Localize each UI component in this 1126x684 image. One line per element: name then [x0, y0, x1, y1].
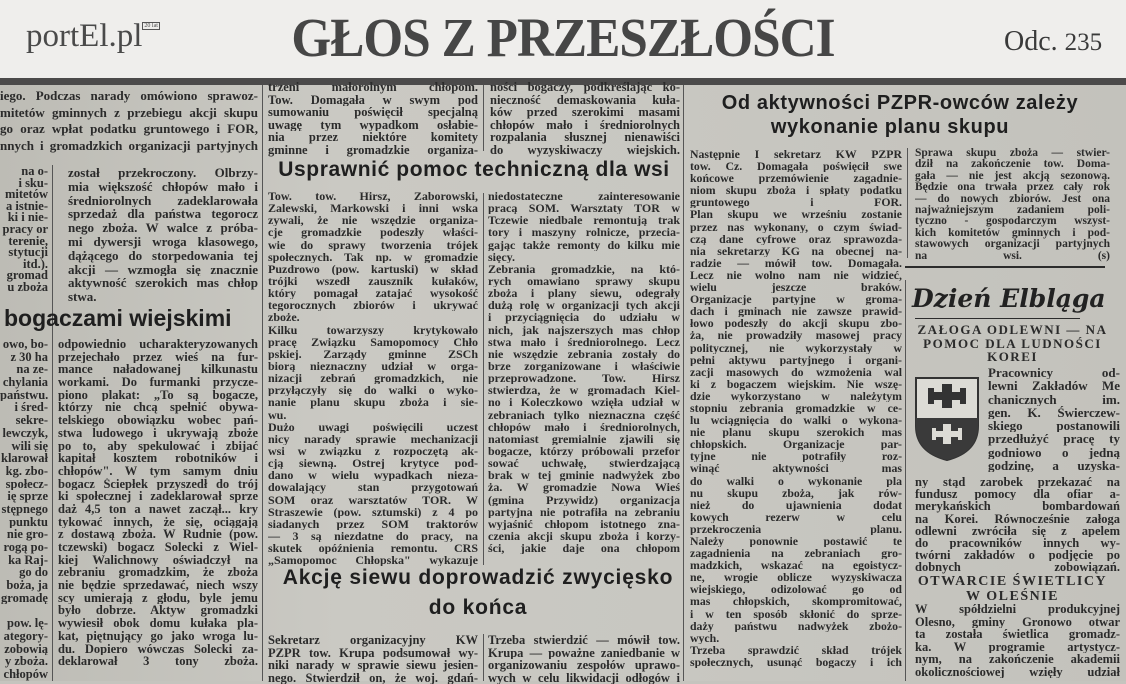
- text-line: workami. Do furmanki przycze-: [58, 376, 258, 389]
- text-line: na Korei. Równocześnie załoga: [915, 512, 1120, 525]
- text-line: społecznych, usunąć bogaczy i ich: [690, 655, 902, 669]
- subhead-line: OTWARCIE ŚWIETLICY: [917, 574, 1108, 589]
- headline-pzpr-line2: wykonanie planu skupu: [770, 116, 1010, 138]
- text-line: wych w celu likwidacji odłogów i: [488, 671, 680, 684]
- subhead-line: ZAŁOGA ODLEWNI — NA: [917, 322, 1108, 337]
- text-line: u zboża: [7, 281, 48, 294]
- text-line: go oraz wpłat podatku gruntowego i FOR,: [0, 121, 258, 136]
- text-line: cją siewną. Ostrej krytyce pod-: [268, 457, 478, 470]
- text-line: gając także remonty do kilku mie: [488, 238, 680, 251]
- text-line: wiejskiego, odizolować go od: [690, 583, 902, 596]
- text-line: łowo podeszły do akcji skupu zbo-: [690, 317, 902, 330]
- text-line: sować uchwałę, stwierdzającą: [488, 457, 680, 470]
- text-line: skutek opóźnienia remontu. CRS: [268, 542, 478, 555]
- text-line: tow. Cz. Domagała poświęcił swe: [690, 160, 902, 173]
- text-line: Należy ponownie postawić te: [690, 535, 902, 548]
- column-rule: [483, 193, 484, 565]
- text-line: sięcy.: [488, 250, 515, 263]
- text-line: du. Dopiero wówczas Solecki za-: [58, 642, 258, 656]
- text-column-top-left: [0, 88, 258, 154]
- text-column-col6-bottom: [915, 603, 1120, 678]
- text-line: nizacji zebrań gromadzkich, nie: [268, 372, 478, 385]
- text-line: pracę Związku Samopomocy Chło: [268, 335, 478, 348]
- text-line: Plan skupu we wrześniu zostanie: [690, 208, 902, 221]
- text-line: sumowaniu poświęcił specjalną: [268, 106, 478, 119]
- headline-akcje-line2: do końca: [428, 596, 528, 619]
- text-line: daży państwu nadwyżek zbożo-: [690, 619, 902, 632]
- text-line: państwu.: [0, 388, 48, 402]
- text-line: Organizacje partyjne w groma-: [690, 293, 902, 306]
- text-line: cje gromadzkie podeszły właści-: [268, 226, 478, 239]
- text-line: dużą rolę w organizacji tych akcji: [488, 299, 680, 312]
- text-line: zagadnienia na zebraniach gro-: [690, 547, 902, 560]
- text-column-col6-emblem: [988, 366, 1120, 472]
- text-line: Dużo uwagi poświęcili uczest: [268, 420, 478, 433]
- text-line: Zalewski, Markowski i inni wska: [268, 202, 478, 215]
- text-line: który pomagał zatajać wysokość: [268, 287, 478, 300]
- text-line: (gmina Przywidz) organizacja: [488, 493, 680, 506]
- text-line: Tow. Domagała w swym pod: [268, 93, 478, 107]
- text-line: nie gro-: [6, 528, 48, 541]
- text-line: wsi w związku z rozpoczętą ak-: [268, 444, 478, 458]
- text-line: chłopów". W tym samym dniu: [58, 464, 258, 478]
- text-line: pracy or: [2, 223, 48, 236]
- text-line: a istnie-: [5, 200, 48, 213]
- text-line: radzie — mówił tow. Domagała.: [690, 256, 902, 269]
- text-line: tyczno - gospodarczym wszyst-: [915, 216, 1110, 228]
- text-line: zboża i plany siewu, odegrały: [488, 287, 680, 300]
- text-line: nia sekretarzy KG na obecnej na-: [690, 244, 902, 257]
- text-line: mance naładowanej kilkunastu: [58, 363, 258, 377]
- text-line: sekre-: [15, 414, 48, 427]
- text-line: nym, na zakończenie akademii: [915, 653, 1120, 666]
- text-line: i sku-: [18, 177, 48, 190]
- text-line: mas chłopskich, skompromitować,: [690, 595, 902, 608]
- text-line: przedłużyć pracę ty: [988, 432, 1120, 446]
- logo-text: portEl.pl: [26, 18, 143, 54]
- text-line: ta została świetlica gromadz-: [915, 628, 1120, 641]
- text-column-col4-top: [490, 81, 680, 157]
- text-line: — do nowych zbiorów. Jest ona: [915, 193, 1110, 205]
- text-line: iego. Podczas narady omówiono sprawoz-: [0, 88, 258, 103]
- text-line: społecznych. Tak np. w gromadzie: [268, 250, 478, 263]
- text-line: czenia akcji skupu zboża i korzy-: [488, 529, 680, 543]
- text-line: chłopów: [3, 667, 48, 681]
- text-line: czą dane cyfrowe oraz sprawozda-: [690, 232, 902, 245]
- text-line: W spółdzielni produkcyjnej: [915, 603, 1120, 616]
- subhead-line: POMOC DLA LUDNOŚCI: [923, 335, 1102, 351]
- text-line: końcowe przemówienie zagadnie-: [690, 172, 902, 185]
- text-line: fundusz pomocy dla ofiar a-: [915, 488, 1120, 501]
- text-line: stytucji: [8, 247, 48, 259]
- text-line: ków przed szerokimi masami: [490, 106, 680, 119]
- text-line: wyjaśnić chłopom istotnego zna-: [488, 517, 680, 530]
- text-column-col2b: [58, 338, 258, 668]
- text-line: klarował: [1, 452, 48, 465]
- text-column-col6-mid: [915, 476, 1120, 574]
- text-line: Zebrania gromadzkie, na któ-: [488, 262, 680, 275]
- text-line: trójki wszedł zausznik kułaków,: [268, 274, 478, 288]
- text-line: y zboża.: [4, 655, 48, 668]
- text-line: wu.: [268, 408, 287, 421]
- text-line: zacji masowych do wzmożenia wal: [690, 365, 902, 378]
- text-column-col5: [690, 148, 902, 668]
- text-line: winąć aktywności mas: [690, 462, 902, 475]
- text-line: Tow. tow. Hirsz, Zaborowski,: [268, 190, 478, 203]
- text-line: wywiesił obok domu kułaka pla-: [58, 617, 258, 630]
- text-line: twórni zakładów o podjęcie po: [915, 549, 1120, 562]
- text-line: godzinę, a uzyska-: [988, 459, 1120, 473]
- text-line: kich komitetów gminnych i pod-: [915, 227, 1110, 239]
- text-line: nich, jak najszerszych mas chłop: [488, 323, 680, 336]
- text-line: Krupa — poważne zaniedbanie w: [488, 646, 680, 660]
- text-line: nie będzie sprzedawać, niech wszy: [58, 579, 258, 592]
- text-line: niom skupu zboża i spłaty podatku: [690, 184, 902, 197]
- text-line: zywali, że nie wszędzie organiza-: [268, 214, 478, 227]
- text-line: niki narady w sprawie siewu jesien-: [268, 659, 478, 672]
- text-line: dach i gminach nie zawsze prawid-: [690, 305, 902, 318]
- text-line: piono plakat: „To są bogacze,: [58, 388, 258, 402]
- text-line: Straszewie (pow. sztumski) z 4 po: [268, 505, 478, 518]
- text-line: dobnych zobowiązań.: [915, 561, 1120, 574]
- text-line: PZPR tow. Krupa podsumował wy-: [268, 646, 478, 660]
- text-line: organizowaniu zespołów uprawo-: [488, 659, 680, 672]
- text-line: Trzeba stwierdzić — mówił tow.: [488, 634, 680, 647]
- text-line: kiej Walichnowy oświadczył na: [58, 553, 258, 567]
- text-line: stawowych organizacji partyjnych: [915, 239, 1110, 251]
- text-line: wielu jeszcze braków.: [690, 281, 902, 294]
- text-line: i śred-: [14, 401, 48, 415]
- text-line: na ze-: [16, 363, 48, 377]
- text-column-col3: [268, 190, 478, 566]
- page-title: GŁOS Z PRZESZŁOŚCI: [291, 7, 835, 68]
- text-line: Sekretarz organizacyjny KW: [268, 634, 478, 647]
- text-line: nnych i gromadzkich organizacji partyjnych: [0, 137, 258, 153]
- text-line: stopniu zebrania gromadzkie w ce-: [690, 401, 902, 415]
- text-line: zobowią: [4, 642, 48, 656]
- text-line: najważniejszym zadaniem poli-: [915, 204, 1110, 216]
- text-line: wili się: [11, 439, 48, 453]
- text-line: ności bogaczy, podkreślając ko-: [490, 81, 680, 94]
- text-line: dowalający stan przygotowań: [268, 481, 478, 494]
- text-line: trzeni małorolnym chłopom.: [268, 81, 478, 94]
- text-column-col3-top: [268, 81, 478, 157]
- text-line: mitetów gminnych z przebiegu akcji skupu: [0, 104, 258, 120]
- header-banner: [0, 0, 1126, 78]
- text-line: nie planu skupu szerokich mas: [690, 426, 902, 439]
- text-line: pracą SOM. Warsztaty TOR w: [488, 202, 680, 215]
- text-line: odpowiednio ucharakteryzowanych: [58, 338, 258, 351]
- text-line: nież do ujawnienia dodat: [690, 498, 902, 511]
- text-line: przejechało przez wieś na fur-: [58, 350, 258, 364]
- text-line: gromad: [6, 270, 48, 282]
- text-line: lu wciągnięcia do walki o wykona-: [690, 414, 902, 427]
- text-line: telskiego obowiązku wobec pań-: [58, 414, 258, 427]
- text-line: kg. zbo-: [5, 464, 48, 478]
- text-column-frag2: [0, 338, 48, 681]
- text-line: ki i nie-: [7, 212, 48, 224]
- text-line: chylania: [2, 376, 48, 389]
- text-line: do walki o wykonanie pla: [690, 474, 902, 487]
- text-line: punktu: [9, 515, 48, 529]
- text-line: z 30 ha: [10, 350, 48, 364]
- column-rule: [483, 85, 484, 151]
- text-line: dzie wykorzystano w należytym: [690, 389, 902, 402]
- text-line: skiego postanowili: [988, 419, 1120, 433]
- subhead-zaloga: [905, 323, 1120, 364]
- text-line: ża, nie prowadziły masowej pracy: [690, 329, 902, 342]
- text-line: stwa mało i średniorolnego. Lecz: [488, 335, 680, 348]
- text-line: gała — nie jest akcją sezonową.: [915, 170, 1110, 182]
- text-line: ki z bogaczem wiejskim. Nie wszę-: [690, 377, 902, 390]
- text-column-frag1: [0, 166, 48, 294]
- subhead-line: KOREI: [987, 349, 1038, 364]
- text-line: tory i maszyny rolnicze, przecia-: [488, 226, 680, 239]
- text-line: lewczyk,: [2, 426, 48, 440]
- text-line: uwagę tym wypadkom osłabie-: [268, 118, 478, 132]
- text-line: politycznej, nie wykorzystały w: [690, 341, 902, 354]
- text-line: pow. lę-: [7, 617, 48, 630]
- text-line: z dostawą zboża. W Rudnie (pow.: [58, 528, 258, 541]
- text-line: którzy nie chcą spełnić obywa-: [58, 401, 258, 415]
- text-line: do wyzyskiwaczy wiejskich.: [490, 143, 680, 157]
- text-line: stwa ludowego i ukrywają zboże: [58, 426, 258, 440]
- text-line: — 3 są niezdatne do pracy, na: [268, 529, 478, 543]
- text-line: tyjne nie potrafiły roz-: [690, 450, 902, 463]
- subhead-swietlica: [905, 574, 1120, 604]
- text-line: nu skupu zboża, jak rów-: [690, 486, 902, 499]
- text-line: ategory-: [3, 629, 48, 643]
- text-line: do pracowników innych wy-: [915, 536, 1120, 550]
- text-line: dził na zakończenie tow. Doma-: [915, 159, 1110, 171]
- text-line: SOM oraz warsztatów TOR. W: [268, 493, 478, 506]
- text-line: chłopskich. Organizacje par-: [690, 438, 902, 451]
- text-line: ża. W gromadzie Nowa Wieś: [488, 481, 680, 494]
- text-line: pskiej. Zarządy gminne ZSCh: [268, 347, 478, 360]
- text-line: Pracownicy od-: [988, 366, 1120, 380]
- elblag-coat-of-arms-icon: [914, 376, 980, 462]
- text-line: nego zboża. W walce z próba-: [68, 221, 258, 235]
- text-line: akcji — wzmogła się znacznie: [68, 262, 258, 277]
- text-line: zebraniu gromadzkim, że zboża: [58, 566, 258, 580]
- text-line: owo, bo-: [2, 338, 48, 351]
- text-line: nia przez niektóre komitety: [268, 131, 478, 144]
- text-line: go do: [19, 566, 48, 580]
- text-line: rogą po-: [3, 541, 48, 554]
- text-line: ka Raj-: [8, 553, 48, 567]
- text-line: ny stąd zarobek przekazać na: [915, 476, 1120, 489]
- text-line: boża, ja: [6, 579, 48, 592]
- text-line: nicy narady sprawie mechanizacji: [268, 432, 478, 445]
- text-line: bogacz Ściepłek przyszedł do trój: [58, 477, 258, 491]
- text-line: Lecz nie wolno nam nie widzieć,: [690, 268, 902, 282]
- headline-bogaczami: bogaczami wiejskimi: [4, 305, 232, 331]
- text-line: nanie planu skupu zboża i sie-: [268, 396, 478, 409]
- text-line: wie do sprawy tworzenia trójek: [268, 238, 478, 251]
- text-line: siadanych przez SOM traktorów: [268, 517, 478, 530]
- text-line: po to, aby spekulować i zbijać: [58, 439, 258, 453]
- column-rule: [683, 85, 684, 681]
- text-line: dano w wielu wypadkach nieza-: [268, 469, 478, 482]
- text-line: chanicznych im.: [988, 392, 1120, 406]
- text-line: pełni aktywu partyjnego i organi-: [690, 353, 902, 366]
- text-line: na wsi. (s): [915, 250, 1110, 262]
- text-line: itd.).: [23, 258, 48, 271]
- text-line: wych.: [690, 631, 720, 644]
- article-divider: [905, 266, 1105, 268]
- text-column-col4-bottom: [488, 634, 680, 684]
- text-line: godniowo o jedną: [988, 445, 1120, 460]
- text-line: no i Koleczkowo wzięła udział w: [488, 396, 680, 409]
- text-line: ne, wrogie oblicze wyzyskiwacza: [690, 571, 902, 584]
- text-line: gromadę: [1, 591, 48, 605]
- text-line: brak w tej gminie nadwyżek zbo: [488, 469, 680, 482]
- section-title-dzien-elblaga: Dzień Elbląga: [912, 284, 1106, 313]
- text-line: daż 4,5 ton a nawet zaczął... kry: [58, 502, 258, 516]
- text-line: było dobrze. Aktyw gromadzki: [58, 604, 258, 618]
- text-line: aktywność szerokich mas chłop: [68, 276, 258, 291]
- text-line: biorą nieznaczny udział w orga-: [268, 359, 478, 373]
- text-line: chłopów mało i średniorolnych,: [488, 420, 680, 433]
- text-line: Puzdrowo (pow. kartuski) w skład: [268, 262, 478, 275]
- text-line: mitetów: [4, 189, 48, 201]
- text-line: ści, jakie daje ona chłopom: [488, 542, 680, 555]
- text-line: gminne i gromadzkie organiza-: [268, 143, 478, 157]
- text-line: mia większość chłopów mało i: [68, 179, 258, 194]
- text-line: na o-: [21, 166, 48, 178]
- text-line: rych omawiano sprawy skupu: [488, 274, 680, 288]
- text-line: stępnego: [1, 502, 48, 516]
- text-line: ki społecznej i zadeklarował sprze: [58, 490, 258, 503]
- text-line: terenie,: [8, 235, 48, 248]
- text-line: ka. W programie artystycz-: [915, 640, 1120, 653]
- text-line: partyjna nie potrafiła na zebraniu: [488, 505, 680, 518]
- column-rule: [907, 148, 908, 258]
- column-rule: [483, 634, 484, 681]
- logo-badge: 20 lat: [144, 23, 158, 29]
- column-rule: [52, 165, 53, 681]
- text-line: przeprowadzone. Tow. Hirsz: [488, 372, 680, 385]
- text-line: nieczność demaskowania kuła-: [490, 93, 680, 107]
- text-line: stwierdza, że w gromadach Kiel-: [488, 384, 680, 397]
- headline-usprawnic: Usprawnić pomoc techniczną dla wsi: [278, 158, 670, 181]
- text-line: i przyciągnięcia do udziału w: [488, 311, 680, 324]
- text-line: stwa.: [68, 290, 97, 304]
- text-line: ię sprze: [7, 490, 48, 503]
- text-column-col2a: [68, 166, 258, 304]
- text-line: przyłączyły się do walki o wyko-: [268, 384, 478, 397]
- episode-prefix: Odc.: [1004, 26, 1058, 57]
- text-line: tykować innych, że się, ociągają: [58, 515, 258, 529]
- section-divider: [915, 318, 1080, 319]
- text-line: brze zorganizowane i właściwie: [488, 359, 680, 373]
- text-line: dążącego do storpedowania tej: [68, 248, 258, 263]
- subhead-line: W OLEŚNIE: [966, 589, 1059, 604]
- episode-number: 235: [1064, 29, 1103, 56]
- text-line: Kilku towarzyszy krytykowało: [268, 323, 478, 336]
- text-line: mi dywersji wroga klasowego,: [68, 234, 258, 249]
- text-line: gruntowego i FOR.: [690, 196, 902, 209]
- text-line: Sprawa skupu zboża — stwier-: [915, 148, 1110, 159]
- text-line: [0, 604, 48, 617]
- text-line: „Samopomoc Chłopska" wykazuje: [268, 554, 478, 567]
- text-line: natomiast gremialnie zjawili się: [488, 432, 680, 445]
- text-line: lewni Zakładów Me: [988, 379, 1120, 393]
- text-line: społecz-: [5, 477, 48, 491]
- text-line: tczewski) bogacz Solecki z Wiel-: [58, 541, 258, 554]
- text-line: nego. Stwierdził on, że woj. gdań-: [268, 671, 478, 684]
- text-column-col6-top: [915, 148, 1110, 262]
- text-line: nie wszędzie zebrania zostały do: [488, 347, 680, 360]
- text-line: gen. K. Świerczew-: [988, 405, 1120, 420]
- text-line: tegorocznych zbiorów i ukrywać: [268, 299, 478, 312]
- text-line: deklarował 3 tony zboża.: [58, 655, 258, 668]
- text-line: i w ten sposób skłonić do sprze-: [690, 607, 902, 620]
- text-line: odlewni zwróciła się z apelem: [915, 524, 1120, 537]
- text-line: bogacze, którzy próbowali przefor: [488, 444, 680, 458]
- headline-pzpr-line1: Od aktywności PZPR-owców zależy: [721, 92, 1079, 114]
- text-line: chłopów mało i średniorolnych: [490, 118, 680, 132]
- text-line: przekroczenia planu.: [690, 522, 902, 535]
- text-line: Będzie ona trwała przez cały rok: [915, 182, 1110, 194]
- text-line: merykańskich bombardowań: [915, 500, 1120, 513]
- text-line: scy umierają z głodu, byle jemu: [58, 591, 258, 605]
- headline-akcje-line1: Akcję siewu doprowadzić zwycięsko: [282, 566, 674, 589]
- text-column-col3-bottom: [268, 634, 478, 684]
- text-line: średniorolnych zadeklarowała: [68, 193, 258, 208]
- episode-label: [1004, 26, 1102, 58]
- text-line: został przekroczony. Olbrzy-: [68, 166, 258, 180]
- text-line: okolicznościowej wzięły udział: [915, 665, 1120, 678]
- text-line: kat, piętnujący go jako wroga lu-: [58, 629, 258, 643]
- text-line: Następnie I sekretarz KW PZPR: [690, 148, 902, 161]
- text-line: madzkich, wskazać na egoistycz-: [690, 559, 902, 572]
- text-line: zboże.: [268, 311, 300, 324]
- text-line: rozpalania słusznej nienawiści: [490, 131, 680, 144]
- text-column-col4: [488, 190, 680, 554]
- text-line: kapitał kosztem robotników i: [58, 452, 258, 465]
- text-line: niedostateczne zainteresowanie: [488, 190, 680, 203]
- text-line: Olesno, gminy Gronowo otwar: [915, 615, 1120, 628]
- text-line: zebraniach tylko nieznaczna część: [488, 408, 680, 421]
- text-line: kowych rezerw w celu: [690, 510, 902, 523]
- text-line: Tczewie niedbale remontują trak: [488, 214, 680, 227]
- text-line: przez nas wykonany, o czym świad-: [690, 220, 902, 233]
- column-rule: [262, 85, 263, 681]
- text-line: Trzeba sprawdzić skład trójek: [690, 643, 902, 656]
- text-line: sprzedaż dla państwa tegorocz: [68, 207, 258, 222]
